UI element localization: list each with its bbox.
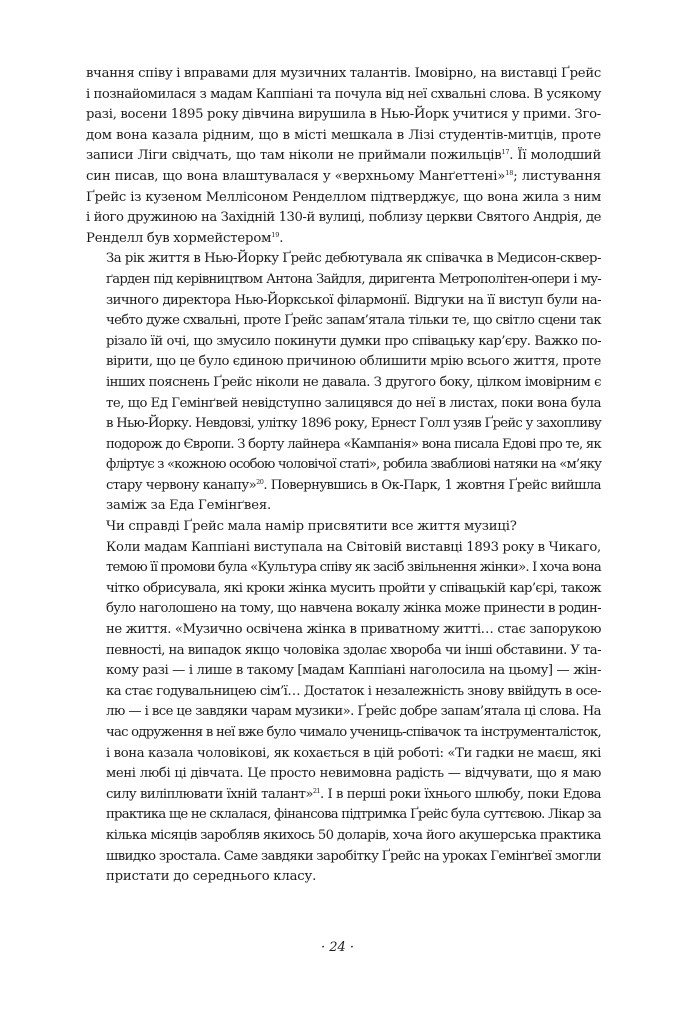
- text-segment: Ренделл був хормейстером: [86, 230, 272, 246]
- text-segment: . Її молодший: [509, 148, 601, 164]
- text-line: Чи справді Ґрейс мала намір присвятити все життя музиці?: [106, 519, 517, 535]
- paragraph: [86, 517, 601, 538]
- text-line: Ґрейс із кузеном Меллісоном Ренделлом підтверджує, що вона жила з ним: [86, 189, 601, 205]
- page-number: · 24 ·: [320, 940, 355, 955]
- footnote-ref: 17: [501, 148, 510, 157]
- footnote-ref: 20: [256, 477, 264, 486]
- footnote-ref: 19: [271, 230, 280, 239]
- text-line: швидко зростала. Саме завдяки заробітку Ґрейс на уроках Гемінґвеї змогли: [106, 848, 601, 864]
- text-line: фліртує з «кожною особою чоловічої статі», робила зваблиові натяки на «м’яку: [106, 457, 601, 473]
- text-line: в Нью-Йорку. Невдовзі, улітку 1896 року, Ернест Голл узяв Ґрейс у захопливу: [106, 416, 601, 432]
- text-line: [86, 146, 601, 167]
- text-line: інших пояснень Ґрейс ніколи не давала. З другого боку, цілком імовірним є: [106, 374, 601, 390]
- text-segment: стару червону канапу»: [106, 477, 257, 493]
- paragraph: [86, 64, 601, 249]
- page-body: [86, 64, 601, 888]
- text-line: дом вона казала рідним, що в місті мешкала в Лізі студентів-митців, проте: [86, 127, 601, 143]
- paragraph: [86, 249, 601, 517]
- text-line: Коли мадам Каппіані виступала на Світовій виставці 1893 року в Чикаго,: [106, 539, 601, 555]
- text-line: пристати до середнього класу.: [106, 869, 317, 885]
- text-line: За рік життя в Нью-Йорку Ґрейс дебютувала як співачка в Медисон-сквер-: [106, 251, 601, 267]
- text-segment: . І в перші роки їхнього шлюбу, поки Едова: [320, 786, 601, 802]
- text-line: заміж за Еда Гемінґвея.: [106, 498, 272, 514]
- paragraph: [86, 538, 601, 888]
- text-line: і його дружиною на Західній 130-й вулиці, поблизу церкви Святого Андрія, де: [86, 210, 601, 226]
- text-segment: ; листування: [513, 168, 601, 184]
- text-line: разі, восени 1895 року дівчина вирушила в Нью-Йорк учитися у прими. Зго-: [86, 107, 601, 123]
- text-line: [86, 785, 601, 806]
- text-line: не життя. «Музично освічена жінка в приватному житті… стає запорукою: [106, 622, 601, 638]
- text-segment: . Повернувшись в Ок-Парк, 1 жовтня Ґрейс вийшла: [263, 477, 601, 493]
- text-segment: силу виліплювати їхній талант»: [106, 786, 313, 802]
- text-line: і вона казала чоловікові, як кохається в цій роботі: «Ти гадки не маєш, які: [106, 745, 601, 761]
- text-line: [86, 229, 601, 250]
- footnote-ref: 18: [505, 168, 514, 177]
- text-line: час одруження в неї вже було чимало учениць-співачок та інструменталісток,: [106, 725, 601, 740]
- text-line: різало їй очі, що змусило покинути думки про співацьку кар’єру. Важко по-: [106, 333, 601, 349]
- text-line: вірити, що це було єдиною причиною облишити мрію всього життя, проте: [106, 354, 601, 370]
- text-segment: записи Ліги свідчать, що там ніколи не приймали пожильців: [86, 148, 502, 164]
- text-line: вчання співу і вправами для музичних талантів. Імовірно, на виставці Ґрейс: [86, 66, 601, 81]
- text-line: мені любі ці дівчата. Це просто невимовна радість — відчувати, що я маю: [106, 766, 601, 782]
- text-line: лю — і все це завдяки чарам музики». Ґрейс добре запам’ятала ці слова. На: [106, 704, 601, 720]
- text-line: кому разі — і лише в такому [мадам Каппіані наголосила на цьому] — жін-: [106, 663, 601, 679]
- text-line: і познайомилася з мадам Каппіані та почула від неї схвальні слова. В усякому: [86, 86, 601, 102]
- text-line: практика ще не склалася, фінансова підтримка Ґрейс була суттєвою. Лікар за: [106, 807, 601, 823]
- text-line: ка стає годувальницею сім’ї… Достаток і незалежність знову ввійдуть в осе-: [106, 683, 601, 699]
- text-line: подорож до Європи. З борту лайнера «Кампанія» вона писала Едові про те, як: [106, 436, 601, 452]
- text-line: те, що Ед Гемінґвей невідступно залицявся до неї в листах, поки вона була: [106, 395, 601, 411]
- text-line: певності, на випадок якщо чоловіка здолає хвороба чи інші обставини. У та-: [106, 642, 601, 658]
- text-line: зичного директора Нью-Йоркської філармонії. Відгуки на її виступ були на-: [106, 292, 601, 308]
- text-line: [86, 167, 601, 188]
- text-segment: .: [279, 230, 284, 246]
- text-line: кілька місяців заробляв якихось 50 доларів, хоча його акушерська практика: [106, 827, 601, 843]
- text-line: чебто дуже схвальні, проте Ґрейс запам’ятала тільки те, що світло сцени так: [106, 313, 601, 329]
- text-line: темою її промови була «Культура співу як засіб звільнення жінки». І хоча вона: [106, 560, 601, 576]
- text-line: було наголошено на тому, що навчена вокалу жінка може принести в родин-: [106, 601, 601, 617]
- footnote-ref: 21: [312, 786, 321, 795]
- text-line: чітко обрисувала, які кроки жінка мусить пройти у співацькій кар’єрі, також: [106, 580, 601, 596]
- text-line: [86, 476, 601, 497]
- text-line: ґарден під керівництвом Антона Зайдля, диригента Метрополітен-опери і му-: [106, 271, 601, 287]
- text-segment: син писав, що вона влаштувалася у «верхньому Манґеттені»: [86, 168, 506, 184]
